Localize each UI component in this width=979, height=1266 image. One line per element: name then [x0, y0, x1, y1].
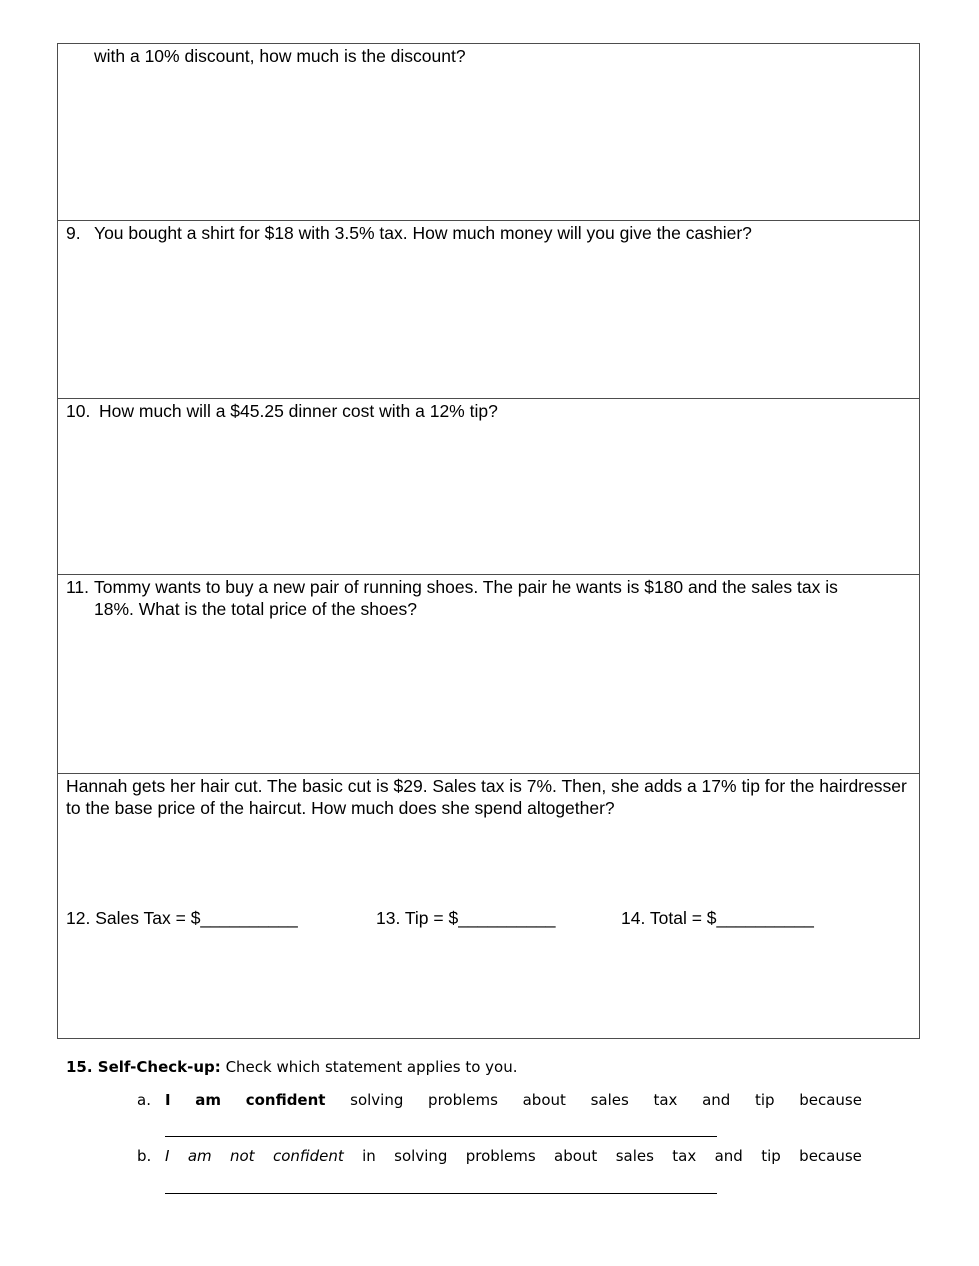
- option-b-word: sales: [615, 1147, 654, 1165]
- option-a-answer-line[interactable]: [165, 1136, 717, 1137]
- question-11-number: 11.: [66, 577, 90, 597]
- option-b-word: problems: [465, 1147, 536, 1165]
- question-8-cell[interactable]: [58, 44, 919, 221]
- question-10-text: How much will a $45.25 dinner cost with a 12% tip?: [99, 401, 498, 421]
- option-a-letter: a.: [137, 1091, 151, 1109]
- option-b-word: am: [187, 1147, 212, 1165]
- option-b-letter: b.: [137, 1147, 152, 1165]
- option-b-statement: [165, 1145, 862, 1167]
- question-10-number: 10.: [66, 401, 91, 421]
- option-b-word: because: [799, 1147, 862, 1165]
- option-a-word: I: [165, 1091, 171, 1109]
- question-9-text: You bought a shirt for $18 with 3.5% tax. How much money will you give the cashier?: [94, 223, 752, 243]
- option-a-word: problems: [428, 1091, 498, 1109]
- option-b-word: solving: [394, 1147, 448, 1165]
- question-11-text-line-2: 18%. What is the total price of the shoes?: [94, 599, 417, 619]
- option-b-word: tax: [672, 1147, 697, 1165]
- option-b-word: tip: [761, 1147, 781, 1165]
- total-answer-blank[interactable]: 14. Total = $__________: [621, 908, 814, 928]
- self-check-label: 15. Self-Check-up:: [66, 1058, 221, 1076]
- hannah-problem-cell[interactable]: [58, 774, 919, 1038]
- hannah-problem-text: Hannah gets her hair cut. The basic cut is $29. Sales tax is 7%. Then, she adds a 17% tip for the hairdresser to the base price of the haircut. How much does she spend altogether?: [66, 776, 907, 818]
- option-a-word: because: [799, 1091, 862, 1109]
- question-8-text: with a 10% discount, how much is the discount?: [94, 46, 466, 66]
- option-b-word: about: [554, 1147, 598, 1165]
- question-11-cell[interactable]: [58, 575, 919, 774]
- question-9-number: 9.: [66, 223, 81, 243]
- self-check-heading: [66, 1056, 517, 1078]
- option-a-word: am: [195, 1091, 222, 1109]
- option-b-word: and: [714, 1147, 743, 1165]
- option-b-word: in: [362, 1147, 376, 1165]
- option-a-word: and: [702, 1091, 731, 1109]
- option-a-statement: [165, 1089, 862, 1111]
- option-b-word: I: [165, 1147, 170, 1165]
- option-a-word: about: [522, 1091, 566, 1109]
- option-b-word: not: [230, 1147, 255, 1165]
- tip-answer-blank[interactable]: 13. Tip = $__________: [376, 908, 556, 928]
- option-a-word: tax: [653, 1091, 678, 1109]
- option-a-word: confident: [245, 1091, 326, 1109]
- option-b-answer-line[interactable]: [165, 1193, 717, 1194]
- problem-table: [57, 43, 920, 1039]
- self-check-instruction: Check which statement applies to you.: [225, 1058, 518, 1076]
- sales-tax-answer-blank[interactable]: 12. Sales Tax = $__________: [66, 908, 298, 928]
- question-9-cell[interactable]: [58, 221, 919, 399]
- option-a-word: sales: [590, 1091, 629, 1109]
- option-a-word: tip: [754, 1091, 775, 1109]
- question-10-cell[interactable]: [58, 399, 919, 575]
- question-11-text-line-1: Tommy wants to buy a new pair of running shoes. The pair he wants is $180 and the sales tax is: [94, 577, 838, 597]
- option-b-word: confident: [272, 1147, 344, 1165]
- option-a-word: solving: [350, 1091, 404, 1109]
